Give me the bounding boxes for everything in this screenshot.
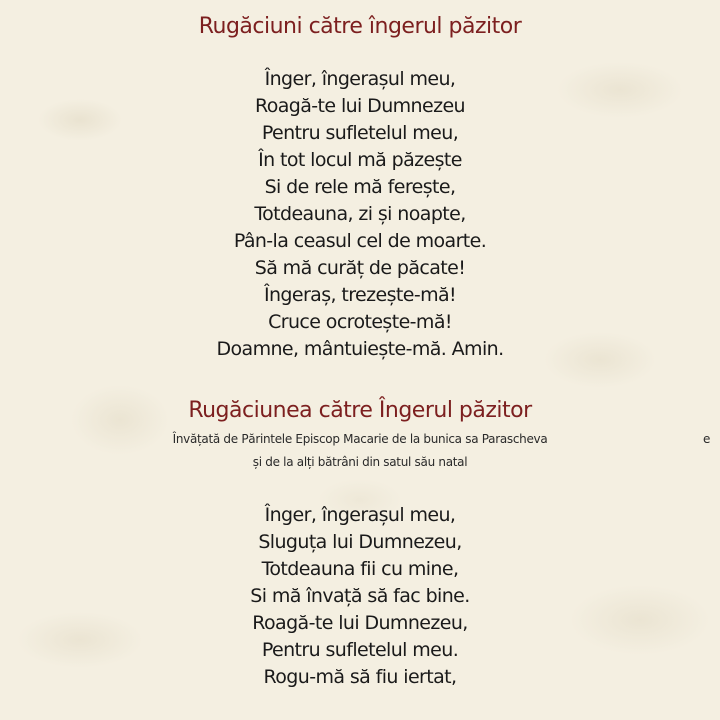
prayer2-verses [0,502,720,691]
verse-line: Înger, îngerașul meu, [264,504,456,526]
prayer2-title: Rugăciunea către Îngerul păzitor [188,398,532,423]
prayer1-title: Rugăciuni către îngerul păzitor [198,14,522,39]
prayer2-subtitle-line2: și de la alți bătrâni din satul său natal [252,455,468,469]
verse-line: Pentru sufletelul meu, [261,122,459,144]
verse-line: Înger, îngerașul meu, [264,68,456,90]
verse-line: Îngeraș, trezește-mă! [263,284,457,306]
clipped-text-fragment: e [703,432,711,446]
verse-line: Roagă-te lui Dumnezeu, [252,612,468,634]
verse-line: Rogu-mă să fiu iertat, [263,666,457,688]
verse-line: Si de rele mă ferește, [264,176,456,198]
prayer1-verses [0,66,720,363]
prayer2-subtitle-line1: Învățată de Părintele Episcop Macarie de la bunica sa Parascheva [172,432,548,446]
verse-line: Totdeauna, zi și noapte, [254,203,466,225]
verse-line: Sluguța lui Dumnezeu, [258,531,462,553]
verse-line: În tot locul mă păzește [258,149,462,171]
verse-line: Totdeauna fii cu mine, [261,558,459,580]
verse-line: Doamne, mântuiește-mă. Amin. [216,338,504,360]
verse-line: Cruce ocrotește-mă! [268,311,452,333]
verse-line: Să mă curăț de păcate! [254,257,466,279]
verse-line: Roagă-te lui Dumnezeu [254,95,465,117]
verse-line: Si mă învață să fac bine. [250,585,470,607]
verse-line: Pentru sufletelul meu. [261,639,459,661]
verse-line: Pân-la ceasul cel de moarte. [233,230,487,252]
